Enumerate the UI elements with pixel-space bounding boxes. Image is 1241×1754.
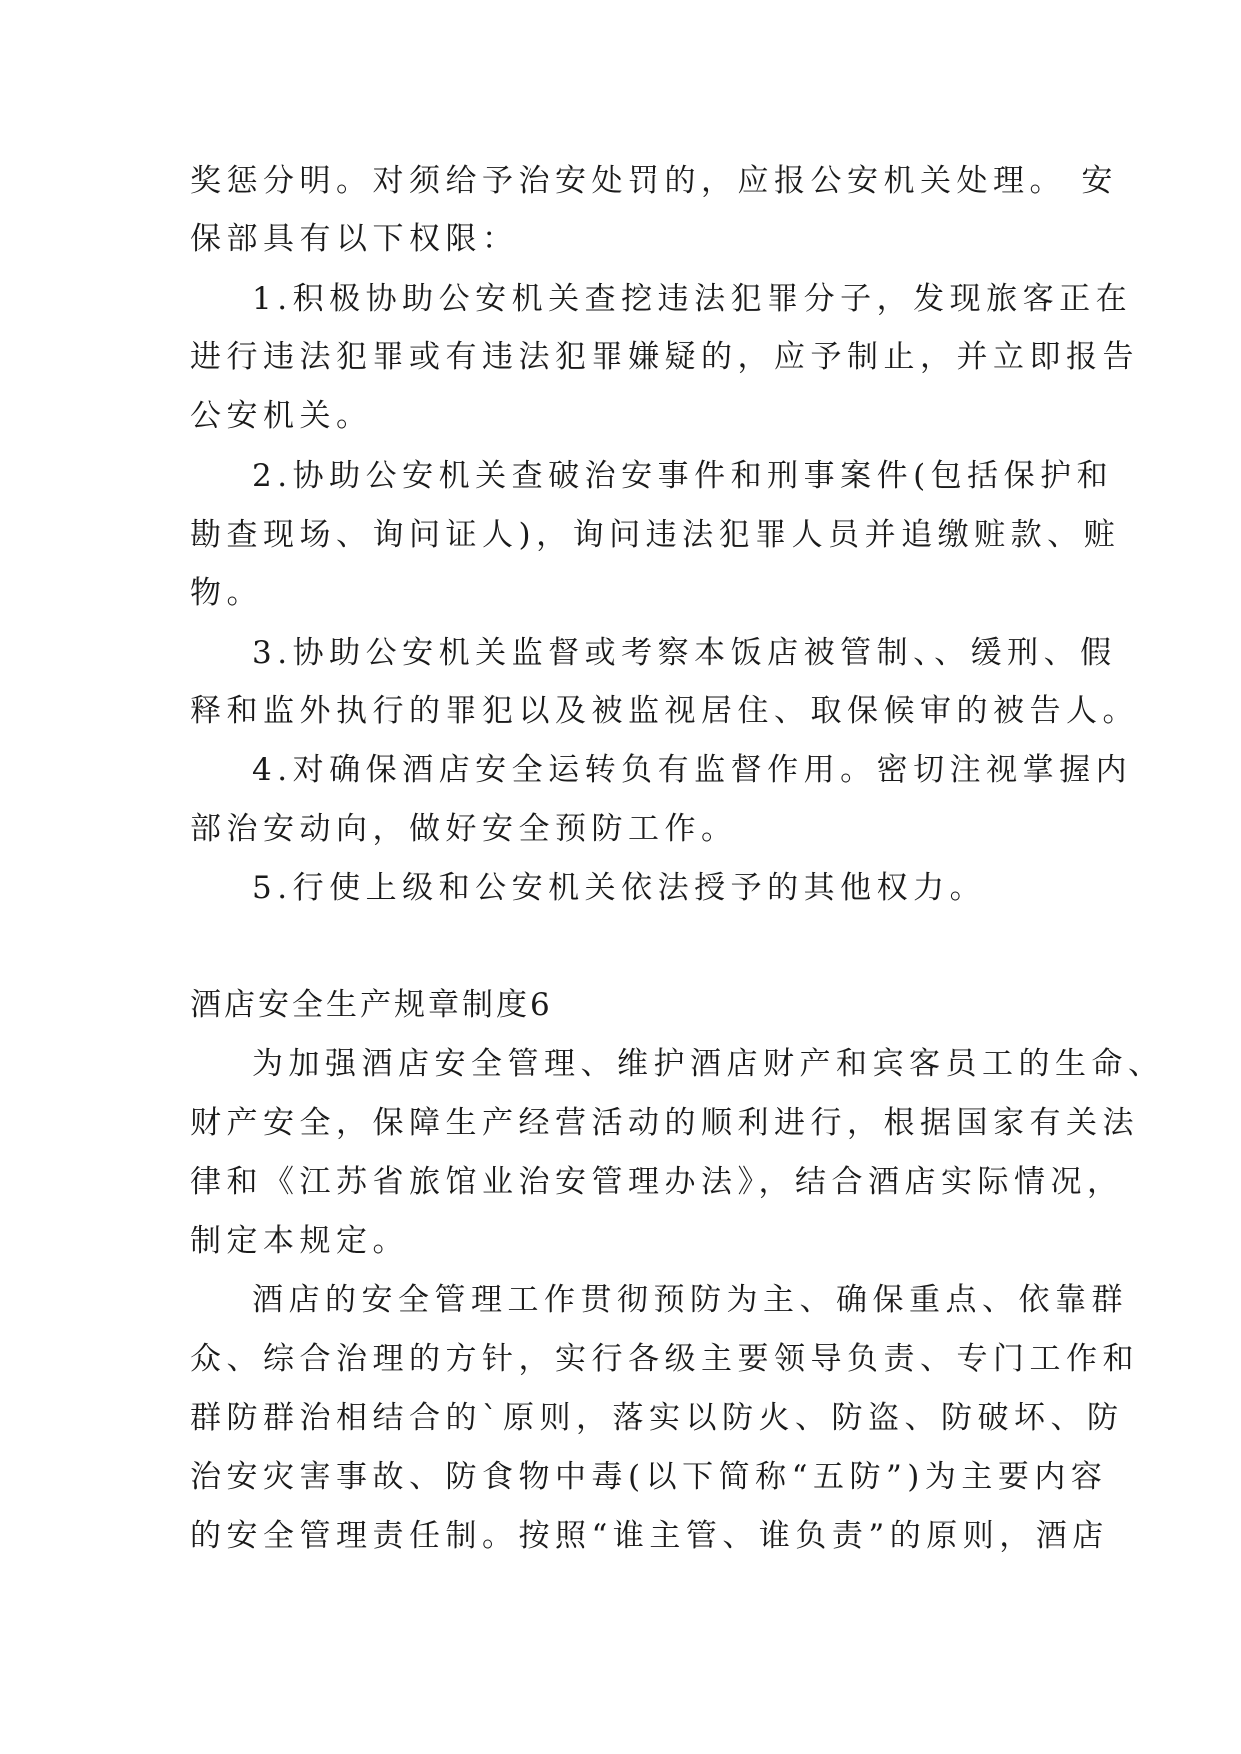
list-item-1-line: 1.积极协助公安机关查挖违法犯罪分子，发现旅客正在 — [252, 281, 1133, 317]
list-item-2-line: 2.协助公安机关查破治安事件和刑事案件(包括保护和 — [252, 458, 1114, 494]
paragraph-line: 众、综合治理的方针，实行各级主要领导负责、专门工作和 — [190, 1341, 1139, 1377]
list-item-1-line: 进行违法犯罪或有违法犯罪嫌疑的，应予制止，并立即报告 — [190, 339, 1139, 375]
section-heading: 酒店安全生产规章制度6 — [190, 987, 553, 1023]
paragraph-line: 为加强酒店安全管理、维护酒店财产和宾客员工的生命、 — [252, 1046, 1165, 1082]
list-item-2-line: 勘查现场、询问证人)，询问违法犯罪人员并追缴赃款、赃 — [190, 517, 1121, 553]
paragraph-line: 律和《江苏省旅馆业治安管理办法》，结合酒店实际情况， — [190, 1164, 1124, 1200]
paragraph-line: 酒店的安全管理工作贯彻预防为主、确保重点、依靠群 — [252, 1282, 1128, 1318]
paragraph-line: 保部具有以下权限： — [190, 221, 519, 257]
list-item-3-line: 3.协助公安机关监督或考察本饭店被管制、、缓刑、假 — [252, 635, 1117, 671]
list-item-5-line: 5.行使上级和公安机关依法授予的其他权力。 — [252, 870, 987, 906]
paragraph-line: 治安灾害事故、防食物中毒(以下简称“五防”)为主要内容 — [190, 1459, 1108, 1495]
list-item-2-line: 物。 — [190, 575, 263, 611]
paragraph-line: 的安全管理责任制。按照“谁主管、谁负责”的原则，酒店 — [190, 1518, 1109, 1554]
paragraph-line: 财产安全，保障生产经营活动的顺利进行，根据国家有关法 — [190, 1105, 1139, 1141]
list-item-4-line: 4.对确保酒店安全运转负有监督作用。密切注视掌握内 — [252, 752, 1133, 788]
paragraph-line: 奖惩分明。对须给予治安处罚的，应报公安机关处理。 安 — [190, 163, 1118, 199]
list-item-1-line: 公安机关。 — [190, 398, 373, 434]
list-item-4-line: 部治安动向，做好安全预防工作。 — [190, 811, 738, 847]
paragraph-line: 群防群治相结合的`原则，落实以防火、防盗、防破坏、防 — [190, 1400, 1124, 1436]
paragraph-line: 制定本规定。 — [190, 1223, 409, 1259]
list-item-3-line: 释和监外执行的罪犯以及被监视居住、取保候审的被告人。 — [190, 693, 1139, 729]
